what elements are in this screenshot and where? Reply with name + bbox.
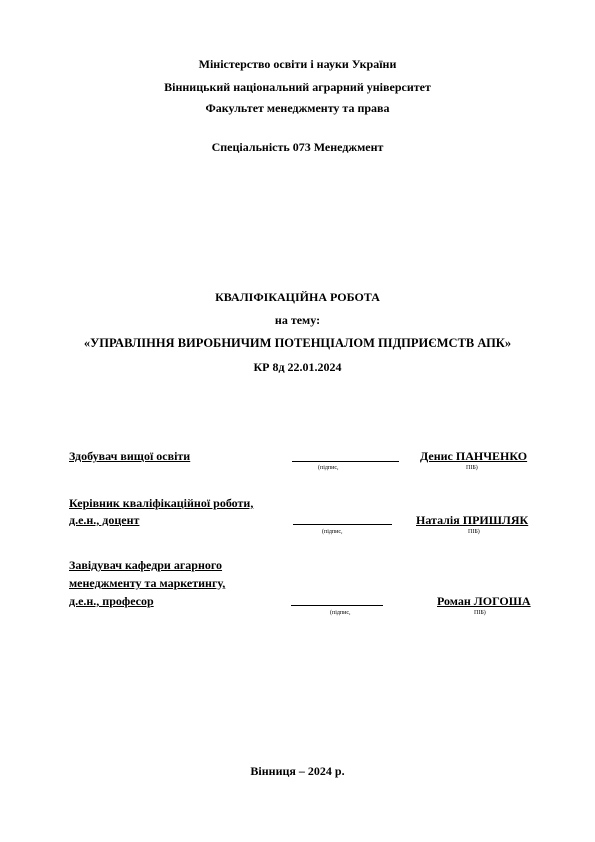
thesis-code: КР 8д 22.01.2024 xyxy=(253,360,342,374)
head-role-line1: Завідувач кафедри агарного xyxy=(69,558,223,572)
supervisor-name: Наталія ПРИШЛЯК xyxy=(416,513,529,527)
head-name: Роман ЛОГОША xyxy=(437,594,531,608)
head-role-line3: д.е.н., професор xyxy=(69,594,154,608)
supervisor-role-line1: Керівник кваліфікаційної роботи, xyxy=(69,496,254,510)
head-signature-line xyxy=(291,605,383,606)
supervisor-signature-line xyxy=(293,524,392,525)
supervisor-signature-caption: (підпис, xyxy=(322,529,343,535)
city-year: Вінниця – 2024 р. xyxy=(250,764,345,778)
head-name-caption: ПІБ) xyxy=(474,610,486,616)
thesis-topic: «УПРАВЛІННЯ ВИРОБНИЧИМ ПОТЕНЦІАЛОМ ПІДПРИЄМСТВ АПК» xyxy=(83,336,512,350)
student-name-caption: ПІБ) xyxy=(466,465,478,471)
supervisor-name-caption: ПІБ) xyxy=(468,529,480,535)
on-topic-label: на тему: xyxy=(274,313,321,327)
supervisor-role-line2: д.е.н., доцент xyxy=(69,513,140,527)
student-signature-line xyxy=(292,461,399,462)
work-type-title: КВАЛІФІКАЦІЙНА РОБОТА xyxy=(215,290,380,304)
student-role: Здобувач вищої освіти xyxy=(69,449,191,463)
student-name: Денис ПАНЧЕНКО xyxy=(420,449,528,463)
ministry-title: Міністерство освіти і науки України xyxy=(198,57,397,71)
university-title: Вінницький національний аграрний університет xyxy=(164,80,431,94)
head-role-line2: менеджменту та маркетингу, xyxy=(69,576,226,590)
faculty-title: Факультет менеджменту та права xyxy=(205,101,390,115)
student-signature-caption: (підпис, xyxy=(318,465,339,471)
specialty-title: Спеціальність 073 Менеджмент xyxy=(211,140,384,154)
head-signature-caption: (підпис, xyxy=(330,610,351,616)
